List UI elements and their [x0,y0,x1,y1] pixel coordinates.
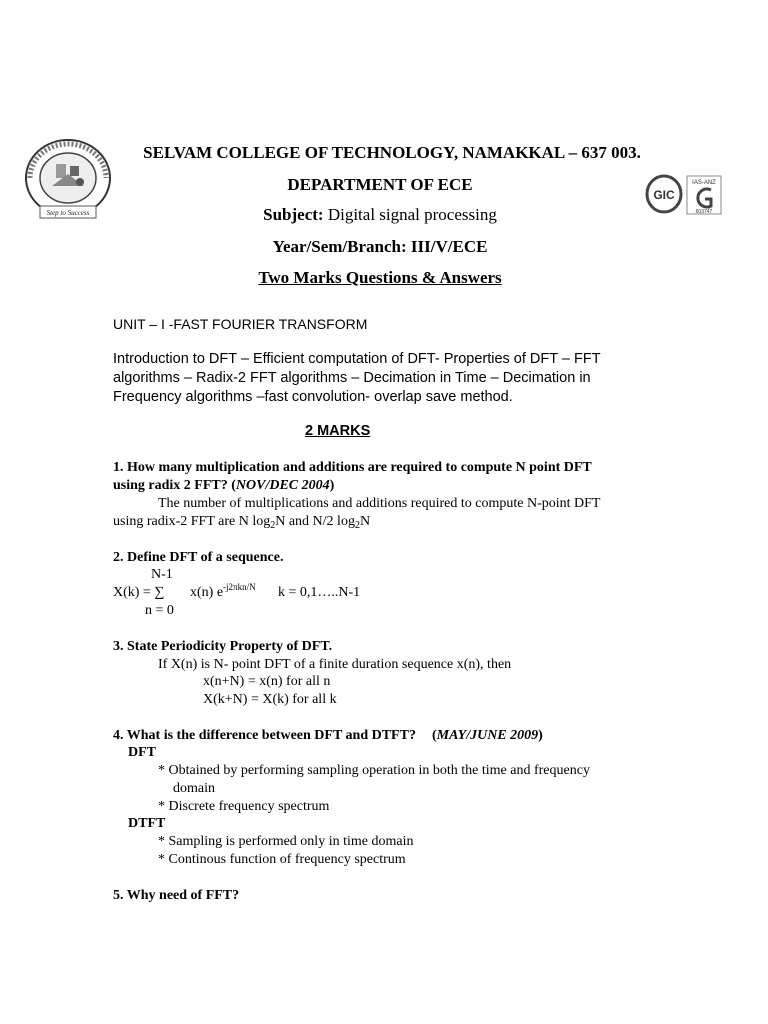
q4-dft-item-2: * Discrete frequency spectrum [158,799,330,814]
q1-exam-ref: NOV/DEC 2004 [235,478,330,493]
q2-formula-term [190,584,256,602]
q3-question: 3. State Periodicity Property of DFT. [113,639,333,654]
q2-term: x(n) e [190,585,224,600]
cert-text-bottom: 603747 [695,209,713,215]
unit-intro-line-3: Frequency algorithms –fast convolution- overlap save method. [113,389,513,405]
q4-dtft-item-1: * Sampling is performed only in time domain [158,834,414,849]
q5-question: 5. Why need of FFT? [113,888,240,903]
q1-question-line-1: 1. How many multiplication and additions are required to compute N point DFT [113,460,592,475]
subject-line [0,205,764,225]
q3-answer-line-1: If X(n) is N- point DFT of a finite duration sequence x(n), then [158,657,512,672]
unit-intro-line-2: algorithms – Radix-2 FFT algorithms – Decimation in Time – Decimation in [113,370,591,386]
q1-answer-line-2 [113,513,370,531]
q4-question [113,727,543,745]
q2-upper-limit: N-1 [151,567,173,582]
logo-motto: Step to Success [46,209,90,217]
q4-question-text: 4. What is the difference between DFT and DTFT? [113,728,416,743]
q1-ref-close: ) [329,478,335,493]
q1-answer-part-c: N [359,514,371,529]
q4-dft-heading: DFT [128,745,156,760]
q2-question: 2. Define DFT of a sequence. [113,550,284,565]
section-title: 2 MARKS [305,423,371,439]
q4-dft-item-1-cont: domain [173,781,215,796]
q4-exam-ref: MAY/JUNE 2009 [436,728,539,743]
q1-sub-b: 2 [354,520,360,531]
q2-lower-limit: n = 0 [145,603,174,618]
q4-dtft-heading: DTFT [128,816,166,831]
svg-text:GIC: GIC [653,188,675,202]
q1-answer-line-1: The number of multiplications and additions required to compute N-point DFT [158,496,601,511]
q3-answer-line-2: x(n+N) = x(n) for all n [203,674,331,689]
cert-text-top: IAS-ANZ [692,180,716,186]
q1-answer-part-b: N and N/2 log [275,514,355,529]
unit-intro-line-1: Introduction to DFT – Efficient computation of DFT- Properties of DFT – FFT [113,351,601,367]
document-title: Two Marks Questions & Answers [258,268,502,287]
college-name: SELVAM COLLEGE OF TECHNOLOGY, NAMAKKAL – 637 003. [143,143,641,162]
q4-dtft-item-2: * Continous function of frequency spectrum [158,852,406,867]
unit-title: UNIT – I -FAST FOURIER TRANSFORM [113,316,368,332]
q2-range: k = 0,1…..N-1 [278,585,361,600]
q4-ref-close: ) [538,728,543,743]
q1-question-text: using radix 2 FFT? ( [113,478,236,493]
subject-label: Subject: [263,205,324,224]
q4-dft-item-1: * Obtained by performing sampling operation in both the time and frequency [158,763,590,778]
q2-exponent: -j2πkn/N [223,582,256,592]
q2-formula-lhs: X(k) = ∑ [113,585,165,600]
q1-answer-part-a: using radix-2 FFT are N log [113,514,271,529]
subject-value: Digital signal processing [323,205,497,224]
q1-question-line-2 [113,477,334,495]
year-sem-branch: Year/Sem/Branch: III/V/ECE [272,237,488,256]
department-name: DEPARTMENT OF ECE [287,175,473,194]
q3-answer-line-3: X(k+N) = X(k) for all k [203,692,337,707]
q1-sub-a: 2 [270,520,276,531]
q4-ref-open: ( [431,728,437,743]
